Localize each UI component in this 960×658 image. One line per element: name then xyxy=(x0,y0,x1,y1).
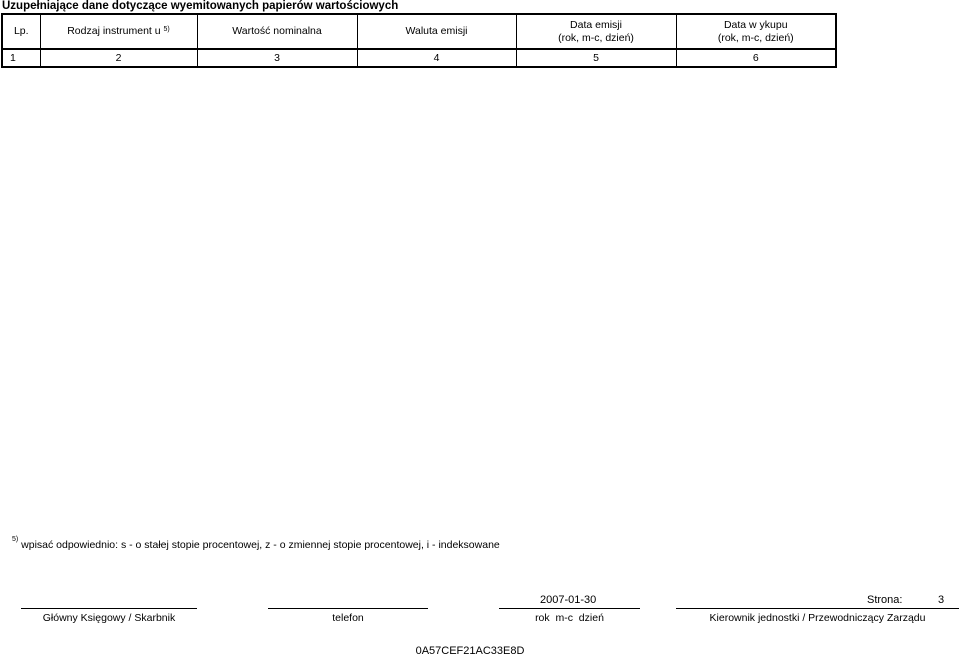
table-header-row xyxy=(2,14,836,49)
header-lp-label: Lp. xyxy=(13,25,29,37)
page-label: Strona: xyxy=(867,594,903,606)
date-format-label: rok m-c dzień xyxy=(535,612,604,624)
column-number: 4 xyxy=(357,49,516,67)
column-number-row xyxy=(2,49,836,67)
header-issue-date-label: Data emisji xyxy=(570,18,622,31)
footnote-ref: 5) xyxy=(163,26,170,33)
report-date: 2007-01-30 xyxy=(540,594,597,606)
page-title: Uzupełniające dane dotyczące wyemitowanych papierów wartościowych xyxy=(2,0,399,12)
header-redemption-date-format: (rok, m-c, dzień) xyxy=(717,31,794,44)
column-number: 3 xyxy=(197,49,357,67)
header-lp xyxy=(2,14,40,49)
accountant-label: Główny Księgowy / Skarbnik xyxy=(42,612,176,624)
header-redemption-date-label: Data w ykupu xyxy=(723,18,788,31)
footnote-text: wpisać odpowiednio: s - o stałej stopie procentowej, z - o zmiennej stopie procentowej, i - indeksowane xyxy=(21,539,500,551)
head-signature-line xyxy=(676,608,959,609)
header-nominal-value xyxy=(197,14,357,49)
phone-label: telefon xyxy=(332,612,364,624)
header-issue-currency xyxy=(357,14,516,49)
document-hash: 0A57CEF21AC33E8D xyxy=(415,645,525,657)
securities-table xyxy=(1,13,837,68)
column-number: 2 xyxy=(40,49,197,67)
column-number: 1 xyxy=(2,49,40,67)
page-number: 3 xyxy=(938,594,945,606)
footnote xyxy=(12,536,500,551)
date-line xyxy=(499,608,640,609)
footnote-mark: 5) xyxy=(12,536,19,543)
header-nominal-value-label: Wartość nominalna xyxy=(232,25,322,37)
header-redemption-date xyxy=(676,14,836,49)
header-issue-date xyxy=(516,14,676,49)
column-number: 5 xyxy=(516,49,676,67)
phone-line xyxy=(268,608,428,609)
accountant-signature-line xyxy=(21,608,197,609)
header-instrument-type xyxy=(40,14,197,49)
head-label: Kierownik jednostki / Przewodniczący Zarządu xyxy=(709,612,926,624)
column-number: 6 xyxy=(676,49,836,67)
header-issue-date-format: (rok, m-c, dzień) xyxy=(558,31,634,44)
header-issue-currency-label: Waluta emisji xyxy=(405,25,468,37)
header-instrument-type-label: Rodzaj instrument u xyxy=(67,25,161,37)
